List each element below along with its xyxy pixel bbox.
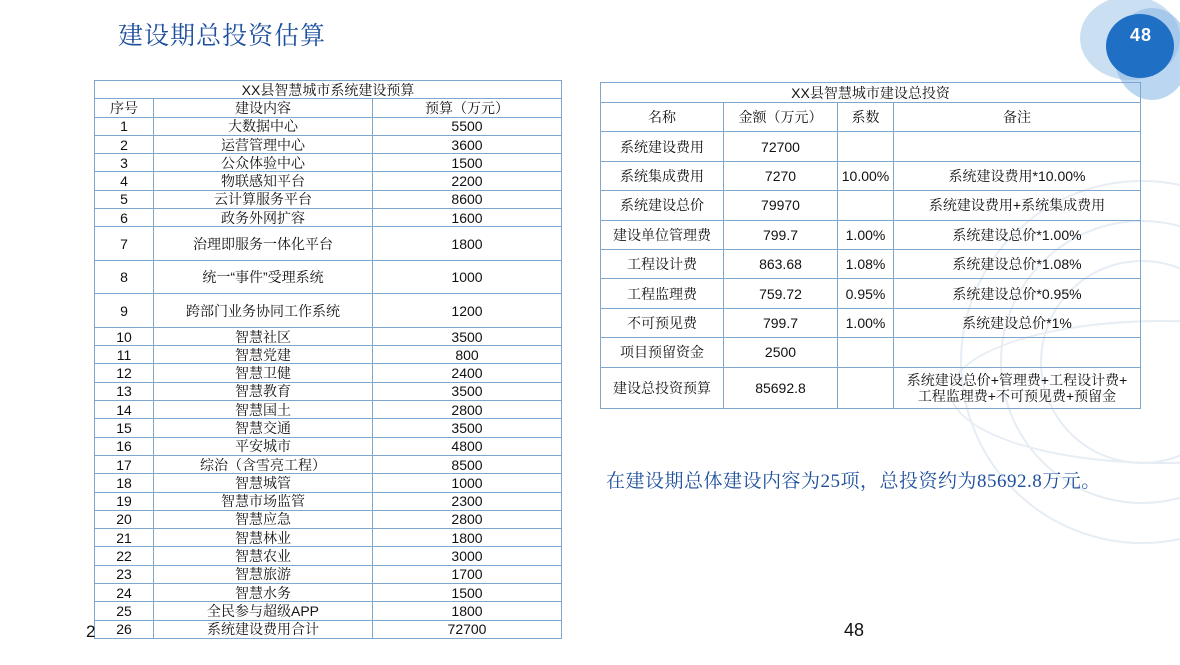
- budget-cell-amount: 3000: [373, 547, 562, 565]
- budget-cell-amount: 1500: [373, 154, 562, 172]
- invest-cell-remark: 系统建设总价+管理费+工程设计费+ 工程监理费+不可预见费+预留金: [894, 367, 1141, 408]
- invest-cell-name: 工程设计费: [601, 249, 724, 278]
- invest-header-remark: 备注: [894, 103, 1141, 132]
- budget-table-row: [95, 364, 562, 382]
- budget-table-row: [95, 190, 562, 208]
- budget-cell-amount: 1000: [373, 260, 562, 294]
- budget-cell-content: 智慧交通: [154, 419, 373, 437]
- invest-table: [600, 82, 1141, 409]
- budget-cell-content: 综治（含雪亮工程）: [154, 455, 373, 473]
- budget-cell-no: 3: [95, 154, 154, 172]
- budget-table-caption: XX县智慧城市系统建设预算: [95, 81, 562, 99]
- summary-text: 在建设期总体建设内容为25项，总投资约为85692.8万元。: [606, 471, 1101, 492]
- budget-table-row: [95, 135, 562, 153]
- invest-cell-remark: 系统建设费用*10.00%: [894, 161, 1141, 190]
- budget-cell-amount: 8500: [373, 455, 562, 473]
- invest-cell-remark: 系统建设费用+系统集成费用: [894, 191, 1141, 220]
- budget-cell-content: 平安城市: [154, 437, 373, 455]
- budget-header-amount: 预算（万元）: [373, 99, 562, 117]
- budget-cell-amount: 1600: [373, 209, 562, 227]
- budget-cell-amount: 1500: [373, 584, 562, 602]
- invest-table-row: [601, 161, 1141, 190]
- budget-cell-content: 智慧卫健: [154, 364, 373, 382]
- budget-cell-no: 2: [95, 135, 154, 153]
- budget-table-row: [95, 294, 562, 328]
- invest-cell-coef: 0.95%: [838, 279, 894, 308]
- slide-title: 建设期总投资估算: [118, 23, 327, 50]
- budget-cell-content: 大数据中心: [154, 117, 373, 135]
- budget-cell-amount: 1800: [373, 602, 562, 620]
- budget-cell-content: 智慧应急: [154, 510, 373, 528]
- invest-header-name: 名称: [601, 103, 724, 132]
- invest-cell-amount: 85692.8: [724, 367, 838, 408]
- budget-table-row: [95, 327, 562, 345]
- invest-cell-name: 工程监理费: [601, 279, 724, 308]
- budget-cell-content: 智慧教育: [154, 382, 373, 400]
- budget-cell-content: 智慧城管: [154, 474, 373, 492]
- budget-cell-content: 智慧水务: [154, 584, 373, 602]
- budget-table-row: [95, 346, 562, 364]
- budget-table-row: [95, 227, 562, 261]
- budget-table-row: [95, 419, 562, 437]
- invest-cell-name: 项目预留资金: [601, 338, 724, 367]
- budget-cell-no: 25: [95, 602, 154, 620]
- budget-header-content: 建设内容: [154, 99, 373, 117]
- page-number: 48: [844, 620, 865, 640]
- budget-table-row: [95, 584, 562, 602]
- invest-cell-coef: [838, 367, 894, 408]
- budget-table-row: [95, 401, 562, 419]
- budget-table: [94, 80, 562, 639]
- budget-cell-no: 21: [95, 529, 154, 547]
- budget-cell-no: 11: [95, 346, 154, 364]
- budget-cell-no: 19: [95, 492, 154, 510]
- budget-cell-amount: 4800: [373, 437, 562, 455]
- invest-cell-amount: 759.72: [724, 279, 838, 308]
- invest-table-row: [601, 308, 1141, 337]
- invest-cell-name: 不可预见费: [601, 308, 724, 337]
- budget-cell-content: 全民参与超级APP: [154, 602, 373, 620]
- budget-table-row: [95, 529, 562, 547]
- invest-cell-coef: 1.00%: [838, 308, 894, 337]
- budget-cell-amount: 1200: [373, 294, 562, 328]
- budget-cell-no: 24: [95, 584, 154, 602]
- invest-cell-amount: 7270: [724, 161, 838, 190]
- budget-cell-amount: 8600: [373, 190, 562, 208]
- budget-cell-content: 跨部门业务协同工作系统: [154, 294, 373, 328]
- invest-cell-coef: [838, 338, 894, 367]
- budget-cell-amount: 2300: [373, 492, 562, 510]
- budget-cell-amount: 1800: [373, 227, 562, 261]
- invest-cell-name: 系统集成费用: [601, 161, 724, 190]
- budget-cell-amount: 3600: [373, 135, 562, 153]
- budget-cell-no: 20: [95, 510, 154, 528]
- budget-cell-content: 物联感知平台: [154, 172, 373, 190]
- invest-header-coef: 系数: [838, 103, 894, 132]
- budget-cell-content: 智慧社区: [154, 327, 373, 345]
- invest-table-header-row: [601, 103, 1141, 132]
- budget-cell-no: 14: [95, 401, 154, 419]
- budget-table-row: [95, 620, 562, 638]
- budget-cell-no: 22: [95, 547, 154, 565]
- budget-cell-amount: 1800: [373, 529, 562, 547]
- budget-cell-amount: 2400: [373, 364, 562, 382]
- budget-cell-content: 智慧市场监管: [154, 492, 373, 510]
- invest-cell-amount: 72700: [724, 132, 838, 161]
- budget-cell-amount: 1000: [373, 474, 562, 492]
- invest-cell-coef: 1.00%: [838, 220, 894, 249]
- invest-header-amount: 金额（万元）: [724, 103, 838, 132]
- invest-table-row: [601, 191, 1141, 220]
- invest-table-caption: XX县智慧城市建设总投资: [601, 83, 1141, 103]
- invest-cell-remark: 系统建设总价*1.00%: [894, 220, 1141, 249]
- budget-cell-no: 5: [95, 190, 154, 208]
- invest-table-row: [601, 279, 1141, 308]
- budget-cell-content: 运营管理中心: [154, 135, 373, 153]
- invest-cell-name: 建设单位管理费: [601, 220, 724, 249]
- budget-cell-content: 统一“事件”受理系统: [154, 260, 373, 294]
- invest-cell-remark: [894, 132, 1141, 161]
- budget-cell-no: 17: [95, 455, 154, 473]
- invest-table-row: [601, 338, 1141, 367]
- invest-table-row: [601, 220, 1141, 249]
- invest-cell-coef: 10.00%: [838, 161, 894, 190]
- invest-cell-amount: 2500: [724, 338, 838, 367]
- budget-cell-amount: 1700: [373, 565, 562, 583]
- budget-table-row: [95, 382, 562, 400]
- budget-cell-content: 政务外网扩容: [154, 209, 373, 227]
- budget-cell-no: 10: [95, 327, 154, 345]
- budget-table-row: [95, 172, 562, 190]
- budget-table-row: [95, 602, 562, 620]
- invest-cell-name: 建设总投资预算: [601, 367, 724, 408]
- budget-table-row: [95, 209, 562, 227]
- budget-table-row: [95, 510, 562, 528]
- budget-header-no: 序号: [95, 99, 154, 117]
- budget-cell-content: 智慧林业: [154, 529, 373, 547]
- budget-table-row: [95, 260, 562, 294]
- budget-cell-no: 9: [95, 294, 154, 328]
- budget-cell-content: 智慧农业: [154, 547, 373, 565]
- budget-cell-amount: 5500: [373, 117, 562, 135]
- invest-cell-amount: 79970: [724, 191, 838, 220]
- budget-cell-content: 系统建设费用合计: [154, 620, 373, 638]
- budget-cell-no: 7: [95, 227, 154, 261]
- stray-character: 2: [86, 622, 96, 641]
- budget-table-row: [95, 117, 562, 135]
- invest-table-row: [601, 249, 1141, 278]
- budget-cell-amount: 2800: [373, 510, 562, 528]
- invest-cell-remark: 系统建设总价*1.08%: [894, 249, 1141, 278]
- budget-cell-no: 23: [95, 565, 154, 583]
- invest-cell-coef: 1.08%: [838, 249, 894, 278]
- budget-table-row: [95, 547, 562, 565]
- budget-cell-no: 8: [95, 260, 154, 294]
- budget-cell-content: 治理即服务一体化平台: [154, 227, 373, 261]
- invest-cell-remark: 系统建设总价*1%: [894, 308, 1141, 337]
- budget-table-header-row: [95, 99, 562, 117]
- budget-cell-amount: 2200: [373, 172, 562, 190]
- budget-table-row: [95, 455, 562, 473]
- budget-cell-no: 1: [95, 117, 154, 135]
- invest-table-row: [601, 132, 1141, 161]
- budget-cell-no: 16: [95, 437, 154, 455]
- budget-cell-amount: 3500: [373, 382, 562, 400]
- budget-cell-content: 云计算服务平台: [154, 190, 373, 208]
- budget-cell-no: 12: [95, 364, 154, 382]
- budget-cell-no: 15: [95, 419, 154, 437]
- budget-cell-amount: 3500: [373, 419, 562, 437]
- budget-table-row: [95, 492, 562, 510]
- invest-cell-name: 系统建设费用: [601, 132, 724, 161]
- budget-table-row: [95, 565, 562, 583]
- invest-cell-name: 系统建设总价: [601, 191, 724, 220]
- invest-cell-amount: 799.7: [724, 220, 838, 249]
- budget-table-row: [95, 474, 562, 492]
- invest-cell-amount: 863.68: [724, 249, 838, 278]
- budget-cell-amount: 3500: [373, 327, 562, 345]
- invest-cell-coef: [838, 191, 894, 220]
- budget-table-row: [95, 154, 562, 172]
- budget-cell-content: 智慧旅游: [154, 565, 373, 583]
- budget-cell-content: 公众体验中心: [154, 154, 373, 172]
- invest-cell-remark: 系统建设总价*0.95%: [894, 279, 1141, 308]
- invest-cell-coef: [838, 132, 894, 161]
- budget-table-row: [95, 437, 562, 455]
- budget-cell-no: 4: [95, 172, 154, 190]
- budget-cell-content: 智慧党建: [154, 346, 373, 364]
- invest-cell-amount: 799.7: [724, 308, 838, 337]
- budget-cell-amount: 800: [373, 346, 562, 364]
- budget-cell-no: 6: [95, 209, 154, 227]
- invest-table-row: [601, 367, 1141, 408]
- budget-cell-content: 智慧国土: [154, 401, 373, 419]
- budget-cell-no: 18: [95, 474, 154, 492]
- page-badge: 48: [1129, 25, 1153, 45]
- budget-cell-amount: 2800: [373, 401, 562, 419]
- budget-cell-amount: 72700: [373, 620, 562, 638]
- invest-cell-remark: [894, 338, 1141, 367]
- budget-cell-no: 26: [95, 620, 154, 638]
- budget-cell-no: 13: [95, 382, 154, 400]
